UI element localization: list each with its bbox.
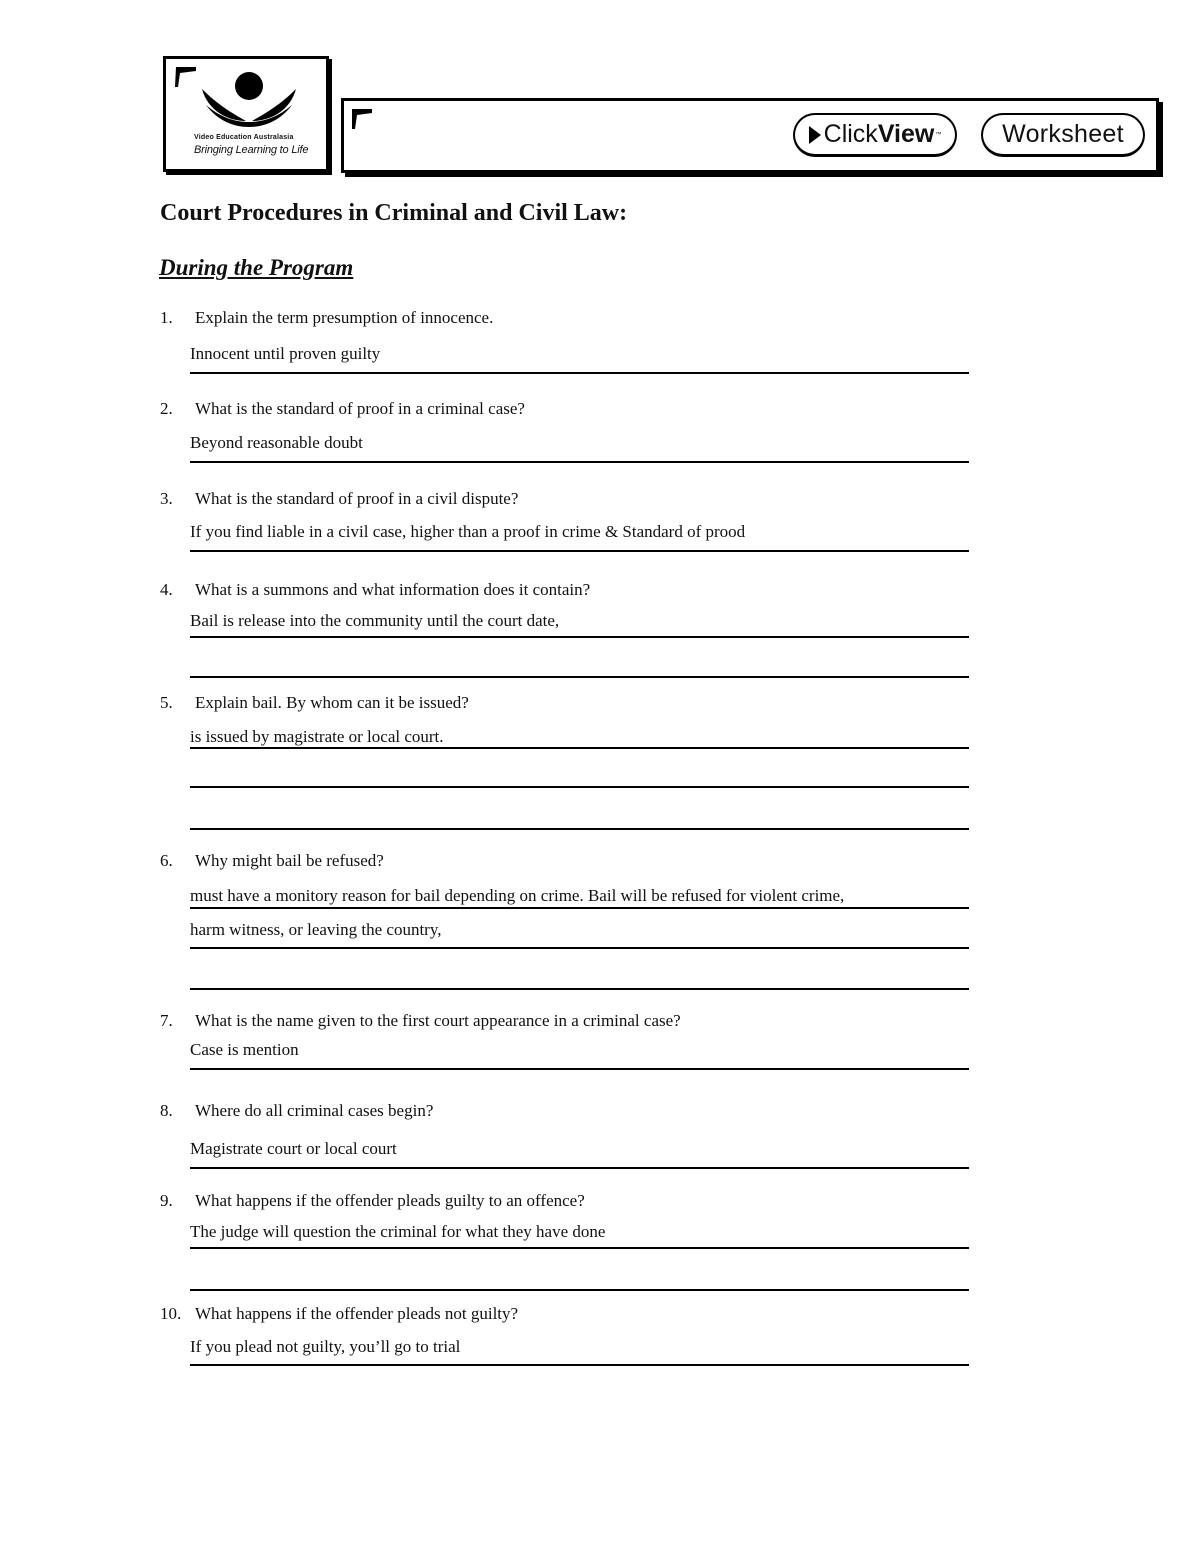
answer-text[interactable]: Innocent until proven guilty <box>190 344 381 363</box>
clickview-text-view: View <box>877 120 935 148</box>
question-number: 7. <box>160 1011 173 1030</box>
question-text: Explain bail. By whom can it be issued? <box>195 693 469 712</box>
answer-text[interactable]: Beyond reasonable doubt <box>190 433 363 452</box>
question-number: 1. <box>160 308 173 327</box>
worksheet-badge <box>981 113 1145 157</box>
question-number: 6. <box>160 851 173 870</box>
answer-text[interactable]: If you plead not guilty, you’ll go to trial <box>190 1337 461 1356</box>
answer-text[interactable]: If you find liable in a civil case, higher than a proof in crime & Standard of prood <box>190 522 746 541</box>
answer-line <box>190 1167 969 1169</box>
answer-line <box>190 1289 969 1291</box>
question-number: 10. <box>160 1304 182 1323</box>
answer-line <box>190 1247 969 1249</box>
question-number: 9. <box>160 1191 173 1210</box>
question-text: What is a summons and what information does it contain? <box>195 580 591 599</box>
answer-line <box>190 828 969 830</box>
question-text: Where do all criminal cases begin? <box>195 1101 434 1120</box>
logo-tagline: Bringing Learning to Life <box>194 144 309 156</box>
answer-text[interactable]: Case is mention <box>190 1040 299 1059</box>
question-number: 2. <box>160 399 173 418</box>
question-text: Why might bail be refused? <box>195 851 384 870</box>
question-text: What happens if the offender pleads not guilty? <box>195 1304 519 1323</box>
question-text: What is the name given to the first court appearance in a criminal case? <box>195 1011 681 1030</box>
worksheet-label: Worksheet <box>1002 120 1124 148</box>
question-number: 4. <box>160 580 173 599</box>
answer-text[interactable]: must have a monitory reason for bail depending on crime. Bail will be refused for violent crime, <box>190 886 845 905</box>
section-heading: During the Program <box>159 255 354 280</box>
answer-text[interactable]: harm witness, or leaving the country, <box>190 920 442 939</box>
answer-line <box>190 947 969 949</box>
answer-text[interactable]: The judge will question the criminal for what they have done <box>190 1222 606 1241</box>
clickview-logo <box>793 113 957 157</box>
corner-mark-icon <box>350 107 374 131</box>
answer-line <box>190 747 969 749</box>
question-number: 3. <box>160 489 173 508</box>
question-number: 5. <box>160 693 173 712</box>
answer-line <box>190 907 969 909</box>
logo-org-name: Video Education Australasia <box>194 134 294 141</box>
answer-line <box>190 372 969 374</box>
clickview-text-click: Click <box>823 120 878 148</box>
answer-text[interactable]: Magistrate court or local court <box>190 1139 397 1158</box>
question-text: What is the standard of proof in a civil dispute? <box>195 489 519 508</box>
answer-line <box>190 636 969 638</box>
question-text: What is the standard of proof in a criminal case? <box>195 399 525 418</box>
answer-line <box>190 676 969 678</box>
question-text: Explain the term presumption of innocence. <box>195 308 494 327</box>
trademark: ™ <box>935 131 942 138</box>
answer-line <box>190 988 969 990</box>
answer-text[interactable]: is issued by magistrate or local court. <box>190 727 444 746</box>
question-number: 8. <box>160 1101 173 1120</box>
answer-text[interactable]: Bail is release into the community until the court date, <box>190 611 560 630</box>
answer-line <box>190 1068 969 1070</box>
play-icon <box>809 126 821 144</box>
answer-line <box>190 786 969 788</box>
answer-line <box>190 550 969 552</box>
question-text: What happens if the offender pleads guilty to an offence? <box>195 1191 585 1210</box>
page-title: Court Procedures in Criminal and Civil Law: <box>160 200 628 226</box>
logo <box>163 56 329 172</box>
answer-line <box>190 1364 969 1366</box>
header-banner <box>341 98 1159 173</box>
answer-line <box>190 461 969 463</box>
